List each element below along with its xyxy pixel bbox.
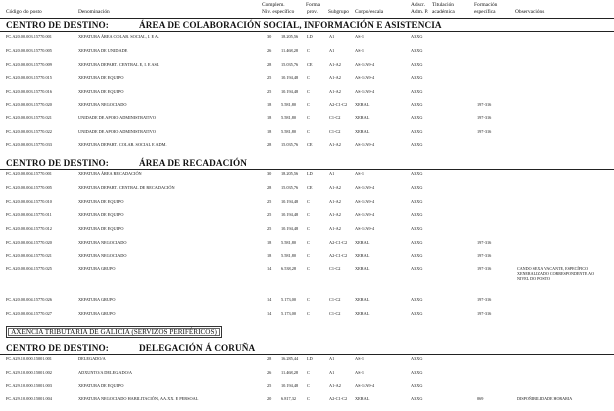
- cell-niv: 25: [267, 212, 272, 217]
- cell-comp: 10.194,48: [281, 212, 299, 217]
- cell-den: XEFATURA DE UNIDADE: [78, 48, 128, 53]
- cell-code: FC.A20.00.004.15770.027: [6, 311, 52, 316]
- cell-adscr: A3XG: [411, 297, 423, 302]
- cell-code: FC.A20.00.004.15770.020: [6, 240, 52, 245]
- cell-forma: C: [307, 75, 310, 80]
- cell-adscr: A3XG: [411, 253, 423, 258]
- cell-form: 197-316: [477, 266, 492, 271]
- cell-forma: CE: [307, 62, 313, 67]
- cell-den: XEFATURA GRUPO: [78, 266, 116, 271]
- cell-code: FC.A29.10.000.15001.002: [6, 370, 52, 375]
- cell-sub: A1: [329, 171, 335, 176]
- header-rule: [0, 18, 614, 19]
- cell-adscr: A3XG: [411, 115, 423, 120]
- cell-obs: DISPOÑIBILIDADE HORARIA: [517, 396, 573, 401]
- header-titulacion-2: académica: [432, 9, 455, 15]
- cell-code: FC.A20.00.004.15770.011: [6, 212, 52, 217]
- cell-adscr: A3XG: [411, 142, 423, 147]
- cell-forma: LD: [307, 34, 313, 39]
- header-forma-1: Forma: [306, 2, 321, 8]
- cell-niv: 28: [267, 142, 272, 147]
- cell-comp: 10.194,48: [281, 89, 299, 94]
- cell-code: FC.A20.00.004.15770.025: [6, 266, 52, 271]
- cell-den: XEFATURA DE EQUIPO: [78, 75, 124, 80]
- cell-corpo: AS-1/A9-4: [355, 142, 375, 147]
- header-observacions: Observacións: [515, 9, 545, 15]
- cell-forma: C: [307, 253, 310, 258]
- cell-comp: 10.194,48: [281, 383, 299, 388]
- header-titulacion-1: Titulación: [432, 2, 454, 8]
- cell-form: 197-316: [477, 297, 492, 302]
- cell-comp: 10.194,48: [281, 75, 299, 80]
- cell-adscr: A3XG: [411, 62, 423, 67]
- cell-adscr: A3XG: [411, 212, 423, 217]
- cell-comp: 5.581,80: [281, 240, 297, 245]
- cell-form: 197-316: [477, 102, 492, 107]
- cell-den: XEFATURA NEGOCIADO HABILITACIÓN, AA.XX. E PERSOAL: [78, 396, 199, 401]
- cell-sub: A2-C1-C2: [329, 253, 348, 258]
- cell-den: XEFATURA DE EQUIPO: [78, 212, 124, 217]
- cell-code: FC.A20.00.003.15770.020: [6, 102, 52, 107]
- header-corpo: Corpo/escala: [355, 9, 384, 15]
- cell-comp: 15.035,76: [281, 142, 299, 147]
- cell-adscr: A3XG: [411, 102, 423, 107]
- cell-forma: C: [307, 396, 310, 401]
- header-forma-2: prov.: [307, 9, 318, 15]
- cell-code: FC.A20.00.004.15770.026: [6, 297, 52, 302]
- cell-forma: C: [307, 102, 310, 107]
- header-nivel-1: Complem.: [262, 2, 285, 8]
- cell-adscr: A3XG: [411, 129, 423, 134]
- cell-adscr: A3XG: [411, 199, 423, 204]
- cell-forma: C: [307, 48, 310, 53]
- cell-adscr: A3XG: [411, 370, 423, 375]
- cell-corpo: AS-1/A9-4: [355, 383, 375, 388]
- cell-code: FC.A20.00.004.15770.021: [6, 253, 52, 258]
- cell-sub: A1-A2: [329, 199, 341, 204]
- cell-den: UNIDADE DE APOIO ADMINISTRATIVO: [78, 115, 156, 120]
- cell-comp: 15.035,76: [281, 62, 299, 67]
- cell-niv: 30: [267, 34, 272, 39]
- cell-adscr: A3XG: [411, 89, 423, 94]
- cell-den: XEFATURA NEGOCIADO: [78, 240, 127, 245]
- header-subgrupo: Subgrupo: [328, 9, 349, 15]
- cell-comp: 11.468,28: [281, 370, 299, 375]
- cell-comp: 5.581,80: [281, 129, 297, 134]
- cell-den: ADXUNTO/A DELEGADO/A: [78, 370, 132, 375]
- axencia-banner-text: AXENCIA TRIBUTARIA DE GALICIA (SERVIZOS PERIFÉRICOS): [11, 328, 217, 336]
- cell-adscr: A3XG: [411, 75, 423, 80]
- cell-corpo: XERAL: [355, 253, 370, 258]
- header-nivel-2: Niv. específico: [262, 9, 295, 15]
- cell-corpo: XERAL: [355, 311, 370, 316]
- cell-sub: A1-A2: [329, 226, 341, 231]
- cell-corpo: AS-1/A9-4: [355, 89, 375, 94]
- cell-forma: LD: [307, 171, 313, 176]
- cell-niv: 18: [267, 129, 272, 134]
- section-rule: [0, 354, 614, 355]
- cell-comp: 10.194,48: [281, 226, 299, 231]
- cell-den: XEFATURA DE EQUIPO: [78, 226, 124, 231]
- header-codigo: Código do posto: [6, 9, 42, 15]
- cell-forma: C: [307, 311, 310, 316]
- cell-corpo: AS-1/A9-4: [355, 62, 375, 67]
- cell-corpo: AS-1: [355, 356, 365, 361]
- header-formacion-2: específica: [474, 9, 496, 15]
- cell-sub: A1: [329, 370, 335, 375]
- header-formacion-1: Formación: [474, 2, 498, 8]
- cell-form: 197-316: [477, 129, 492, 134]
- cell-corpo: AS-1: [355, 48, 365, 53]
- centro-destino-label: CENTRO DE DESTINO:: [6, 343, 109, 353]
- cell-corpo: XERAL: [355, 266, 370, 271]
- cell-adscr: A3XG: [411, 48, 423, 53]
- cell-niv: 18: [267, 240, 272, 245]
- header-denominacion: Denominación: [78, 9, 110, 15]
- cell-den: XEFATURA DEPART. CENTRAL DE RECADACIÓN: [78, 185, 175, 190]
- cell-niv: 28: [267, 356, 272, 361]
- centro-destino-name: ÁREA DE RECADACIÓN: [139, 158, 247, 168]
- cell-forma: C: [307, 199, 310, 204]
- centro-destino-label: CENTRO DE DESTINO:: [6, 20, 109, 30]
- cell-form: 197-316: [477, 253, 492, 258]
- cell-code: FC.A20.00.004.15770.005: [6, 185, 52, 190]
- cell-adscr: A3XG: [411, 311, 423, 316]
- cell-code: FC.A20.00.003.15770.022: [6, 129, 52, 134]
- cell-niv: 25: [267, 383, 272, 388]
- cell-den: XEFATURA DE EQUIPO: [78, 199, 124, 204]
- cell-adscr: A3XG: [411, 356, 423, 361]
- cell-code: FC.A29.10.000.15001.004: [6, 396, 52, 401]
- cell-forma: CE: [307, 142, 313, 147]
- cell-comp: 6.817,32: [281, 396, 297, 401]
- cell-niv: 28: [267, 185, 272, 190]
- cell-niv: 18: [267, 115, 272, 120]
- cell-den: XEFATURA ÁREA RECADACIÓN: [78, 171, 142, 176]
- cell-comp: 6.538,28: [281, 266, 297, 271]
- cell-den: XEFATURA DE EQUIPO: [78, 89, 124, 94]
- cell-sub: C1-C2: [329, 266, 341, 271]
- cell-adscr: A3XG: [411, 34, 423, 39]
- cell-niv: 18: [267, 253, 272, 258]
- cell-corpo: AS-1/A9-4: [355, 226, 375, 231]
- cell-sub: C1-C2: [329, 129, 341, 134]
- cell-niv: 25: [267, 199, 272, 204]
- cell-comp: 11.468,28: [281, 48, 299, 53]
- cell-corpo: XERAL: [355, 396, 370, 401]
- cell-sub: A2-C1-C2: [329, 396, 348, 401]
- cell-forma: C: [307, 226, 310, 231]
- cell-comp: 5.173,00: [281, 297, 297, 302]
- cell-den: XEFATURA DE EQUIPO: [78, 383, 124, 388]
- cell-corpo: XERAL: [355, 102, 370, 107]
- cell-corpo: AS-1: [355, 34, 365, 39]
- cell-den: XEFATURA DEPART. COLAB. SOCIAL E ADM.: [78, 142, 167, 147]
- cell-den: DELEGADO/A: [78, 356, 106, 361]
- cell-forma: C: [307, 129, 310, 134]
- cell-forma: C: [307, 89, 310, 94]
- cell-code: FC.A20.00.003.15770.033: [6, 142, 52, 147]
- cell-niv: 30: [267, 171, 272, 176]
- cell-corpo: AS-1/A9-4: [355, 199, 375, 204]
- cell-forma: C: [307, 115, 310, 120]
- cell-adscr: A3XG: [411, 266, 423, 271]
- cell-sub: A1-A2: [329, 383, 341, 388]
- cell-sub: A1-A2: [329, 185, 341, 190]
- cell-code: FC.A20.00.004.15770.010: [6, 199, 52, 204]
- axencia-banner: [6, 326, 222, 338]
- cell-code: FC.A20.00.004.15770.012: [6, 226, 52, 231]
- cell-forma: C: [307, 370, 310, 375]
- cell-code: FC.A20.00.003.15770.009: [6, 62, 52, 67]
- cell-den: XEFATURA ÁREA COLAB. SOCIAL, I. E A.: [78, 34, 160, 39]
- cell-sub: A1-A2: [329, 62, 341, 67]
- cell-corpo: XERAL: [355, 240, 370, 245]
- centro-destino-label: CENTRO DE DESTINO:: [6, 158, 109, 168]
- cell-code: FC.A29.10.000.15001.001: [6, 356, 52, 361]
- cell-den: XEFATURA NEGOCIADO: [78, 253, 127, 258]
- cell-niv: 14: [267, 297, 272, 302]
- cell-comp: 10.194,48: [281, 199, 299, 204]
- cell-den: XEFATURA NEGOCIADO: [78, 102, 127, 107]
- centro-destino-name: DELEGACIÓN Á CORUÑA: [139, 343, 256, 353]
- cell-code: FC.A20.00.003.15770.015: [6, 75, 52, 80]
- cell-adscr: A3XG: [411, 171, 423, 176]
- cell-comp: 16.285,44: [281, 356, 299, 361]
- cell-corpo: AS-1: [355, 370, 365, 375]
- cell-niv: 20: [267, 396, 272, 401]
- cell-comp: 18.205,56: [281, 34, 299, 39]
- cell-form: 069: [477, 396, 484, 401]
- cell-forma: CE: [307, 185, 313, 190]
- cell-comp: 5.581,80: [281, 253, 297, 258]
- centro-destino-name: ÁREA DE COLABORACIÓN SOCIAL, INFORMACIÓN E ASISTENCIA: [139, 20, 442, 30]
- cell-sub: A2-C1-C2: [329, 102, 348, 107]
- cell-adscr: A3XG: [411, 226, 423, 231]
- cell-sub: A1-A2: [329, 75, 341, 80]
- cell-forma: C: [307, 212, 310, 217]
- cell-corpo: XERAL: [355, 297, 370, 302]
- cell-niv: 25: [267, 226, 272, 231]
- section-rule: [0, 31, 614, 32]
- cell-adscr: A3XG: [411, 185, 423, 190]
- cell-adscr: A3XG: [411, 383, 423, 388]
- cell-niv: 25: [267, 75, 272, 80]
- cell-corpo: AS-1: [355, 171, 365, 176]
- cell-niv: 26: [267, 370, 272, 375]
- cell-comp: 5.581,80: [281, 115, 297, 120]
- section-rule: [0, 169, 614, 170]
- cell-adscr: A3XG: [411, 396, 423, 401]
- header-adscr-2: Adm. P.: [411, 9, 429, 15]
- cell-code: FC.A20.00.003.15770.001: [6, 34, 52, 39]
- cell-form: 197-316: [477, 311, 492, 316]
- cell-sub: A1: [329, 48, 335, 53]
- cell-corpo: XERAL: [355, 115, 370, 120]
- cell-comp: 15.035,76: [281, 185, 299, 190]
- cell-form: 197-316: [477, 115, 492, 120]
- cell-sub: A2-C1-C2: [329, 240, 348, 245]
- cell-forma: C: [307, 383, 310, 388]
- cell-comp: 5.581,80: [281, 102, 297, 107]
- cell-corpo: AS-1/A9-4: [355, 75, 375, 80]
- cell-niv: 14: [267, 266, 272, 271]
- cell-adscr: A3XG: [411, 240, 423, 245]
- cell-obs: CANDO SEXA VACANTE, ESPECÍFICO XENERALIZADO CORRESPONDENTE AO NIVEL DO POSTO: [517, 266, 595, 281]
- cell-code: FC.A29.10.000.15001.003: [6, 383, 52, 388]
- cell-forma: C: [307, 240, 310, 245]
- cell-sub: A1: [329, 34, 335, 39]
- cell-niv: 25: [267, 89, 272, 94]
- cell-niv: 14: [267, 311, 272, 316]
- cell-comp: 18.205,56: [281, 171, 299, 176]
- cell-sub: C1-C2: [329, 297, 341, 302]
- cell-code: FC.A20.00.003.15770.016: [6, 89, 52, 94]
- cell-niv: 18: [267, 102, 272, 107]
- cell-code: FC.A20.00.003.15770.005: [6, 48, 52, 53]
- cell-code: FC.A20.00.003.15770.021: [6, 115, 52, 120]
- cell-den: XEFATURA GRUPO: [78, 297, 116, 302]
- cell-niv: 26: [267, 48, 272, 53]
- cell-sub: A1: [329, 356, 335, 361]
- cell-forma: C: [307, 297, 310, 302]
- cell-forma: LD: [307, 356, 313, 361]
- cell-sub: C1-C2: [329, 311, 341, 316]
- cell-den: UNIDADE DE APOIO ADMINISTRATIVO: [78, 129, 156, 134]
- cell-sub: A1-A2: [329, 212, 341, 217]
- cell-corpo: XERAL: [355, 129, 370, 134]
- cell-corpo: AS-1/A9-4: [355, 212, 375, 217]
- cell-sub: C1-C2: [329, 115, 341, 120]
- header-adscr-1: Adscr.: [411, 2, 425, 8]
- cell-corpo: AS-1/A9-4: [355, 185, 375, 190]
- cell-niv: 28: [267, 62, 272, 67]
- cell-forma: C: [307, 266, 310, 271]
- cell-code: FC.A20.00.004.15770.001: [6, 171, 52, 176]
- cell-den: XEFATURA GRUPO: [78, 311, 116, 316]
- cell-form: 197-316: [477, 240, 492, 245]
- cell-sub: A1-A2: [329, 89, 341, 94]
- cell-den: XEFATURA DEPART. CENTRAL E, I. E ASI.: [78, 62, 160, 67]
- cell-comp: 5.173,00: [281, 311, 297, 316]
- cell-sub: A1-A2: [329, 142, 341, 147]
